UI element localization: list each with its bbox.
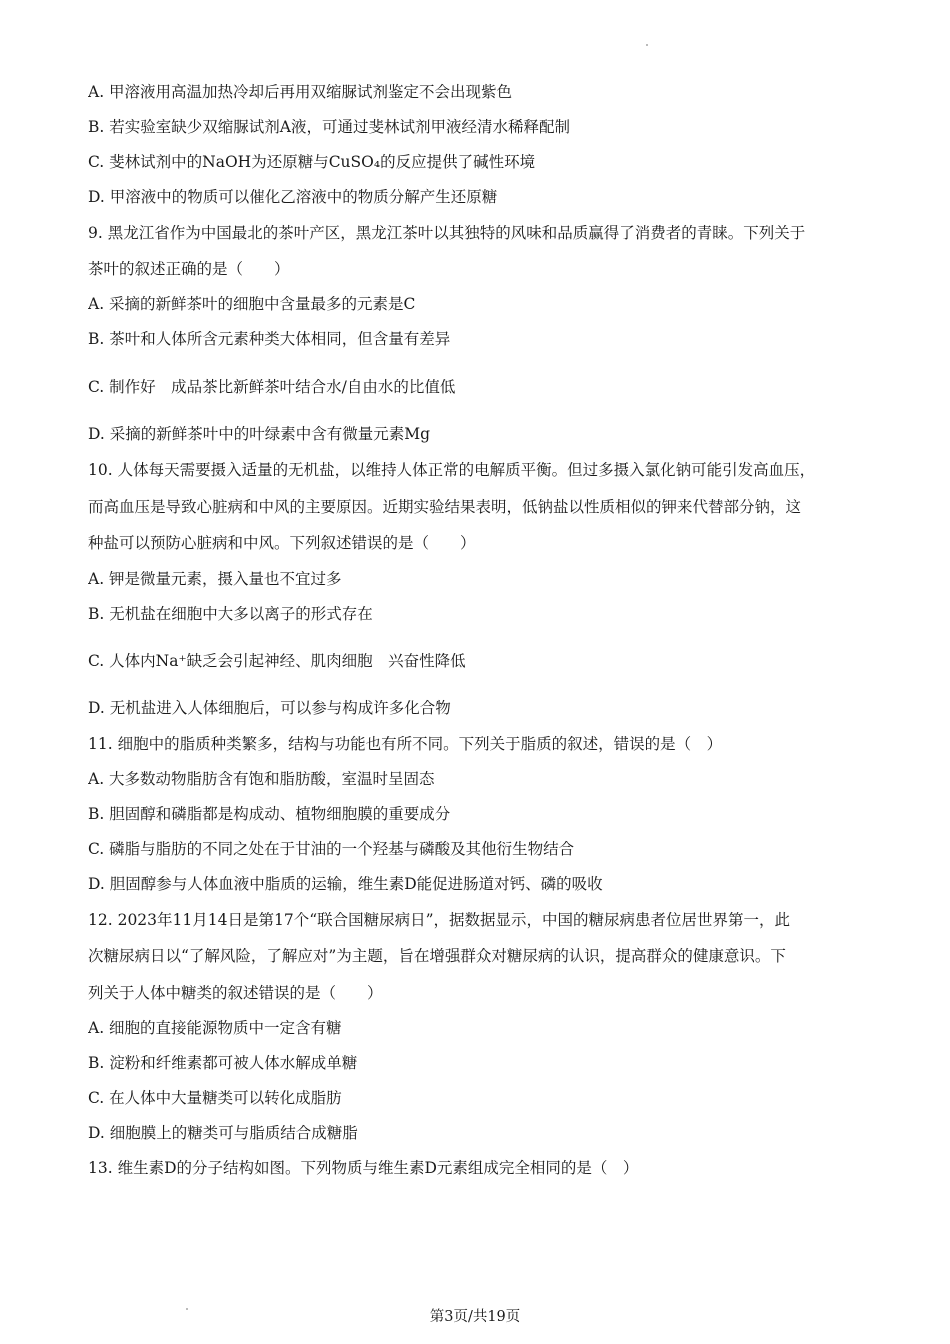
q8-option-c: C. 斐林试剂中的NaOH为还原糖与CuSO₄的反应提供了碱性环境 [88,153,536,171]
q9-option-c: C. 制作好 成品茶比新鲜茶叶结合水/自由水的比值低 [88,378,456,396]
q8-option-d: D. 甲溶液中的物质可以催化乙溶液中的物质分解产生还原糖 [88,188,498,206]
q13-stem: 13. 维生素D的分子结构如图。下列物质与维生素D元素组成完全相同的是（ ） [88,1159,639,1177]
q10-option-c: C. 人体内Na⁺缺乏会引起神经、肌肉细胞 兴奋性降低 [88,652,466,670]
scan-speck [646,44,648,46]
q11-stem: 11. 细胞中的脂质种类繁多，结构与功能也有所不同。下列关于脂质的叙述，错误的是（ ） [88,735,723,753]
q12-option-c: C. 在人体中大量糖类可以转化成脂肪 [88,1089,342,1107]
q11-option-b: B. 胆固醇和磷脂都是构成动、植物细胞膜的重要成分 [88,805,451,823]
q12-option-b: B. 淀粉和纤维素都可被人体水解成单糖 [88,1054,358,1072]
q12-stem-line3: 列关于人体中糖类的叙述错误的是（ ） [88,984,383,1002]
q9-option-a: A. 采摘的新鲜茶叶的细胞中含量最多的元素是C [88,295,416,313]
q12-option-a: A. 细胞的直接能源物质中一定含有糖 [88,1019,342,1037]
q9-stem-line1: 9. 黑龙江省作为中国最北的茶叶产区，黑龙江茶叶以其独特的风味和品质赢得了消费者的青睐。下列关于 [88,224,806,242]
page-number-footer: 第3页/共19页 [429,1309,521,1325]
q8-option-b: B. 若实验室缺少双缩脲试剂A液，可通过斐林试剂甲液经清水稀释配制 [88,118,570,136]
q11-option-d: D. 胆固醇参与人体血液中脂质的运输，维生素D能促进肠道对钙、磷的吸收 [88,875,603,893]
q9-stem-line2: 茶叶的叙述正确的是（ ） [88,260,290,278]
q11-option-c: C. 磷脂与脂肪的不同之处在于甘油的一个羟基与磷酸及其他衍生物结合 [88,840,575,858]
q12-stem-line2: 次糖尿病日以“了解风险，了解应对”为主题，旨在增强群众对糖尿病的认识，提高群众的健康意识。下 [88,947,786,965]
q12-stem-line1: 12. 2023年11月14日是第17个“联合国糖尿病日”，据数据显示，中国的糖尿病患者位居世界第一，此 [88,911,791,929]
q8-option-a: A. 甲溶液用高温加热冷却后再用双缩脲试剂鉴定不会出现紫色 [88,83,513,101]
q10-option-b: B. 无机盐在细胞中大多以离子的形式存在 [88,605,373,623]
q9-option-b: B. 茶叶和人体所含元素种类大体相同，但含量有差异 [88,330,451,348]
q10-option-a: A. 钾是微量元素，摄入量也不宜过多 [88,570,342,588]
q10-option-d: D. 无机盐进入人体细胞后，可以参与构成许多化合物 [88,699,451,717]
q10-stem-line2: 而高血压是导致心脏病和中风的主要原因。近期实验结果表明，低钠盐以性质相似的钾来代替部分钠，这 [88,498,802,516]
q10-stem-line1: 10. 人体每天需要摄入适量的无机盐，以维持人体正常的电解质平衡。但过多摄入氯化钠可能引发高血压， [88,461,816,479]
q10-stem-line3: 种盐可以预防心脏病和中风。下列叙述错误的是（ ） [88,534,476,552]
q11-option-a: A. 大多数动物脂肪含有饱和脂肪酸，室温时呈固态 [88,770,435,788]
q12-option-d: D. 细胞膜上的糖类可与脂质结合成糖脂 [88,1124,358,1142]
q9-option-d: D. 采摘的新鲜茶叶中的叶绿素中含有微量元素Mg [88,425,431,443]
